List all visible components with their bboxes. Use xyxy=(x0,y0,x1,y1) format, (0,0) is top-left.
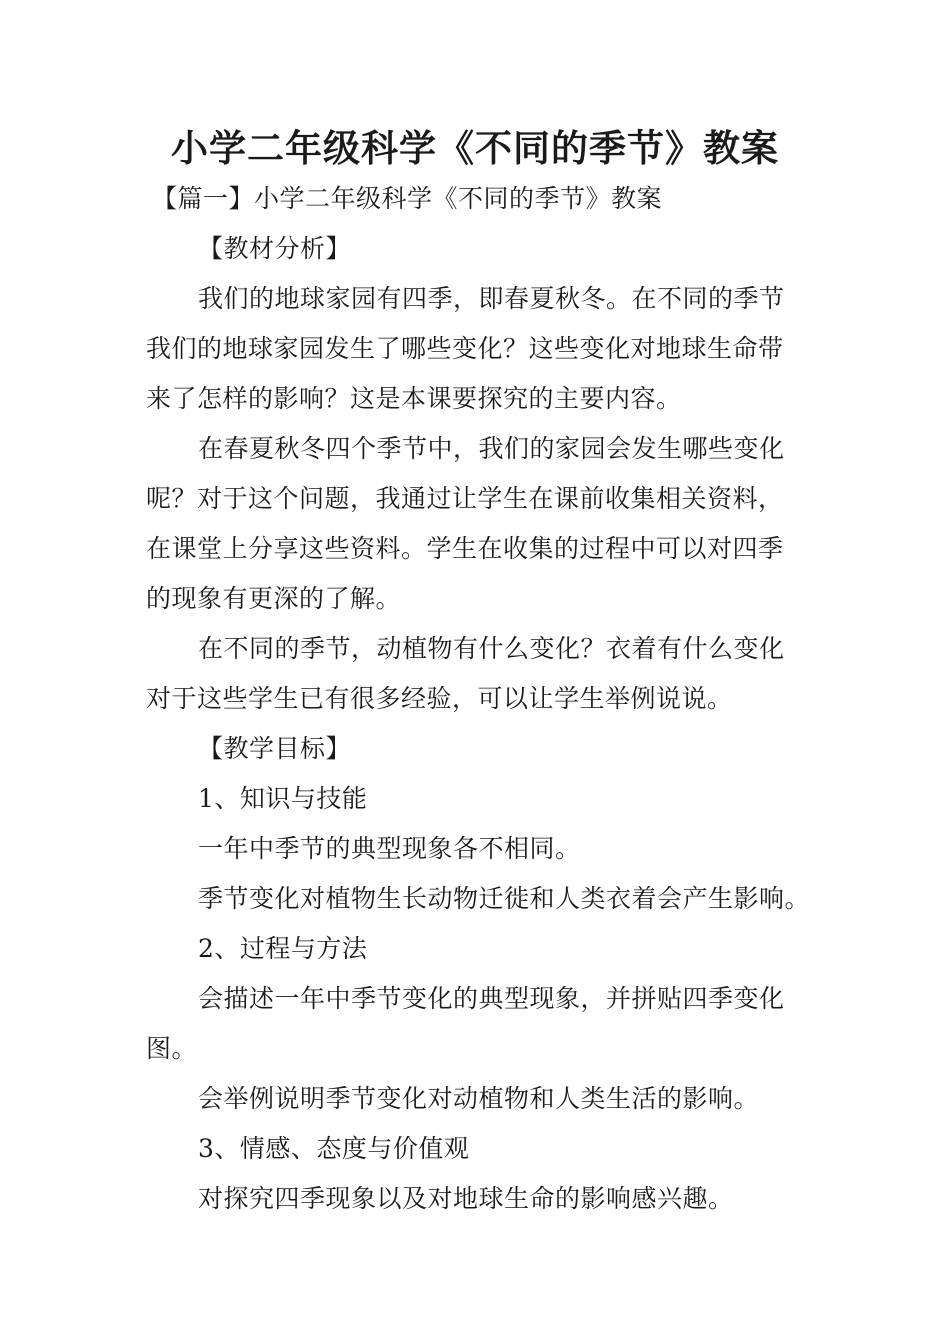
goal-item: 一年中季节的典型现象各不相同。 xyxy=(198,834,581,863)
goal-item: 会描述一年中季节变化的典型现象，并拼贴四季变化 xyxy=(198,984,785,1013)
section-heading-material: 【教材分析】 xyxy=(198,234,352,263)
goal-heading: 2、过程与方法 xyxy=(198,934,368,963)
paragraph-line: 呢？对于这个问题，我通过让学生在课前收集相关资料， xyxy=(146,484,784,513)
paragraph-line: 的现象有更深的了解。 xyxy=(146,584,402,613)
paragraph-line: 我们的地球家园发生了哪些变化？这些变化对地球生命带 xyxy=(146,334,784,363)
goal-heading: 3、情感、态度与价值观 xyxy=(198,1134,470,1163)
goal-heading: 1、知识与技能 xyxy=(198,784,368,813)
goal-item: 图。 xyxy=(146,1034,198,1063)
goal-item: 会举例说明季节变化对动植物和人类生活的影响。 xyxy=(198,1084,760,1113)
paragraph-line: 对于这些学生已有很多经验，可以让学生举例说说。 xyxy=(146,684,733,713)
section-heading-goals: 【教学目标】 xyxy=(198,734,352,763)
paragraph-line: 我们的地球家园有四季，即春夏秋冬。在不同的季节 xyxy=(198,284,785,313)
paragraph-line: 在不同的季节，动植物有什么变化？衣着有什么变化 xyxy=(198,634,785,663)
goal-item: 季节变化对植物生长动物迁徙和人类衣着会产生影响。 xyxy=(198,884,811,913)
paragraph-line: 来了怎样的影响？这是本课要探究的主要内容。 xyxy=(146,384,682,413)
goal-item: 对探究四季现象以及对地球生命的影响感兴趣。 xyxy=(198,1184,734,1213)
document-subtitle: 【篇一】小学二年级科学《不同的季节》教案 xyxy=(152,184,663,213)
document-title: 小学二年级科学《不同的季节》教案 xyxy=(171,127,779,170)
paragraph-line: 在课堂上分享这些资料。学生在收集的过程中可以对四季 xyxy=(146,534,784,563)
paragraph-line: 在春夏秋冬四个季节中，我们的家园会发生哪些变化 xyxy=(198,434,785,463)
